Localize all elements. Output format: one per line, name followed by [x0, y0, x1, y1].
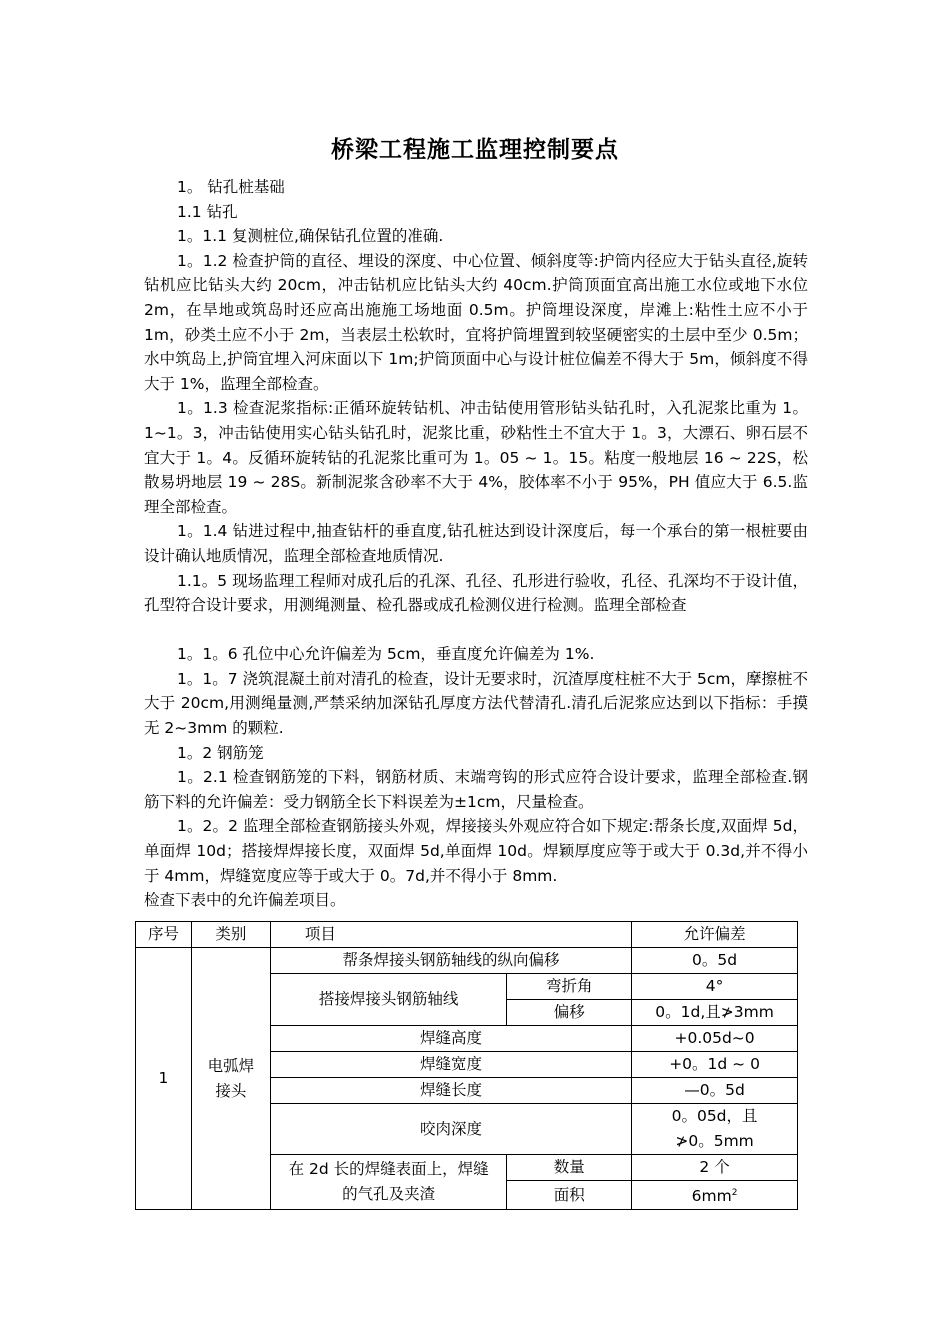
subsection-heading: 1.1 钻孔	[177, 202, 238, 221]
header-cell: 项目	[270, 922, 631, 948]
value-cell: 0。1d,且≯3mm	[632, 1000, 798, 1026]
item-cell: 咬肉深度	[270, 1104, 631, 1155]
sub-item-cell: 数量	[507, 1155, 632, 1181]
tolerance-table	[135, 921, 798, 1210]
item-cell: 焊缝长度	[270, 1078, 631, 1104]
item-cell: 搭接焊接头钢筋轴线	[270, 974, 507, 1026]
row-number-cell: 1	[136, 948, 192, 1210]
superscript: 2	[731, 1188, 738, 1198]
paragraph: 1。1.2 检查护筒的直径、埋设的深度、中心位置、倾斜度等:护筒内径应大于钻头直径,旋转钻机应比钻头大约 20cm，冲击钻机应比钻头大约 40cm.护筒顶面宜高出施工水位或地下水位 2m，在旱地或筑岛时还应高出施施工场地面 0.5m。护筒埋设深度，岸滩上:粘性土应不小于 1m，砂类土应不小于 2m，当表层土松软时，宜将护筒埋置到较坚硬密实的土层中至少 0.5m；水中筑岛上,护筒宜埋入河床面以下 1m;护筒顶面中心与设计桩位偏差不得大于 5m，倾斜度不得大于 1%，监理全部检查。	[144, 251, 808, 393]
section-heading: 1。 钻孔桩基础	[177, 178, 285, 196]
item-cell: 焊缝高度	[270, 1026, 631, 1052]
value-cell: 0。05d，且≯0。5mm	[632, 1104, 798, 1155]
value-cell: +0。1d ~ 0	[632, 1052, 798, 1078]
item-cell: 在 2d 长的焊缝表面上，焊缝的气孔及夹渣	[270, 1155, 507, 1210]
header-cell: 允许偏差	[632, 922, 798, 948]
value-cell	[632, 1181, 798, 1210]
paragraph: 1.1。5 现场监理工程师对成孔后的孔深、孔径、孔形进行验收，孔径、孔深均不于设计值，孔型符合设计要求，用测绳测量、检孔器或成孔检测仪进行检测。监理全部检查	[144, 571, 808, 615]
value-cell: +0.05d~0	[632, 1026, 798, 1052]
paragraph: 1。1.1 复测桩位,确保钻孔位置的准确.	[177, 227, 444, 246]
sub-item-cell: 弯折角	[507, 974, 632, 1000]
value-text: 6mm	[691, 1187, 732, 1206]
item-cell: 帮条焊接头钢筋轴线的纵向偏移	[270, 948, 631, 974]
category-cell: 电弧焊接头	[191, 948, 270, 1210]
paragraph: 1。1.3 检查泥浆指标:正循环旋转钻机、冲击钻使用管形钻头钻孔时，入孔泥浆比重为 1。1~1。3，冲击钻使用实心钻头钻孔时，泥浆比重，砂粘性土不宜大于 1。3，大漂石、卵石层不宜大于 1。4。反循环旋转钻的孔泥浆比重可为 1。05 ~ 1。15。粘度一般地层 16 ~ 22S，松散易坍地层 19 ~ 28S。新制泥浆含砂率不大于 4%，胶体率不小于 95%，PH 值应大于 6.5.监理全部检查。	[144, 399, 808, 516]
header-cell: 类别	[191, 922, 270, 948]
paragraph: 1。1.4 钻进过程中,抽查钻杆的垂直度,钻孔桩达到设计深度后，每一个承台的第一根桩要由设计确认地质情况，监理全部检查地质情况.	[144, 522, 808, 565]
table-header-row	[136, 922, 798, 948]
document-title: 桥梁工程施工监理控制要点	[331, 137, 619, 163]
sub-item-cell: 面积	[507, 1181, 632, 1210]
value-cell: 0。5d	[632, 948, 798, 974]
value-cell: 4°	[632, 974, 798, 1000]
value-cell: 2 个	[632, 1155, 798, 1181]
paragraph: 1。2。2 监理全部检查钢筋接头外观，焊接接头外观应符合如下规定:帮条长度,双面焊 5d，单面焊 10d；搭接焊焊接长度，双面焊 5d,单面焊 10d。焊颖厚度应等于或大于 0.3d,并不得小于 4mm，焊缝宽度应等于或大于 0。7d,并不得小于 8mm.	[144, 817, 808, 885]
header-cell: 序号	[136, 922, 192, 948]
value-cell: —0。5d	[632, 1078, 798, 1104]
paragraph: 1。1。7 浇筑混凝土前对清孔的检查，设计无要求时，沉渣厚度柱桩不大于 5cm，摩擦桩不大于 20cm,用测绳量测,严禁采纳加深钻孔厚度方法代替清孔.清孔后泥浆应达到以下指标：手摸无 2~3mm 的颗粒.	[144, 669, 808, 738]
table-row	[136, 948, 798, 974]
sub-item-cell: 偏移	[507, 1000, 632, 1026]
paragraph: 1。2.1 检查钢筋笼的下料，钢筋材质、末端弯钩的形式应符合设计要求，监理全部检查.钢筋下料的允许偏差：受力钢筋全长下料误差为±1cm，尺量检查。	[144, 768, 808, 811]
item-cell: 焊缝宽度	[270, 1052, 631, 1078]
paragraph: 检查下表中的允许偏差项目。	[144, 891, 346, 910]
document-body	[144, 175, 808, 913]
subsection-heading: 1。2 钢筋笼	[177, 743, 264, 762]
paragraph: 1。1。6 孔位中心允许偏差为 5cm，垂直度允许偏差为 1%.	[177, 645, 595, 664]
